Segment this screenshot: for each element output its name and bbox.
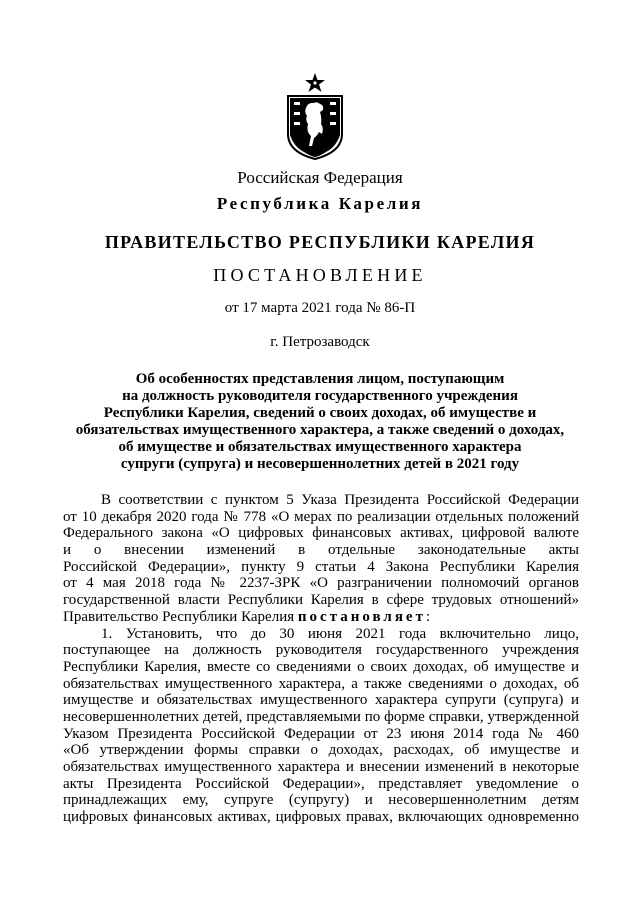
document-date-number: от 17 марта 2021 года № 86-П bbox=[224, 300, 416, 316]
body-line: Федерального закона «О цифровых финансовых активах, цифровой валюте bbox=[63, 525, 579, 542]
body-line: от 10 декабря 2020 года № 778 «О мерах по реализации отдельных положений bbox=[63, 508, 579, 525]
document-city: г. Петрозаводск bbox=[270, 334, 370, 350]
body-line: Российской Федерации», пункту 9 статьи 4 Закона Республики Карелия bbox=[63, 558, 579, 575]
body-line: поступающее на должность руководителя государственного учреждения bbox=[63, 642, 579, 659]
title-line: Республики Карелия, сведений о своих доходах, об имуществе и bbox=[103, 405, 537, 421]
title-line: Об особенностях представления лицом, поступающим bbox=[135, 371, 505, 387]
body-line: от 4 мая 2018 года № 2237-ЗРК «О разграничении полномочий органов bbox=[63, 575, 579, 592]
country-name: Российская Федерация bbox=[237, 168, 403, 187]
star-icon bbox=[305, 73, 325, 92]
body-line: принадлежащих ему, супруге (супругу) и несовершеннолетним детям bbox=[63, 792, 579, 809]
body-line: цифровых финансовых активах, цифровых правах, включающих одновременно bbox=[63, 809, 579, 826]
body-line: 1. Установить, что до 30 июня 2021 года включительно лицо, bbox=[101, 625, 579, 642]
body-line: акты Президента Российской Федерации», представляет уведомление о bbox=[63, 775, 579, 792]
body-line: имуществе и обязательствах имущественного характера супруги (супруга) и bbox=[63, 692, 579, 709]
decree-colon: : bbox=[425, 608, 431, 625]
title-line: об имуществе и обязательствах имущественного характера bbox=[118, 439, 522, 455]
republic-name: Республика Карелия bbox=[216, 194, 424, 213]
body-line: обязательствах имущественного характера, а также сведениями о доходах, об bbox=[63, 675, 579, 692]
body-line: и о внесении изменений в отдельные законодательные акты bbox=[63, 542, 579, 559]
decree-word: постановляет bbox=[297, 608, 426, 625]
body-line: государственной власти Республики Карелия в сфере трудовых отношений» bbox=[63, 592, 579, 609]
title-line: обязательствах имущественного характера, а также сведений о доходах, bbox=[75, 422, 565, 438]
body-line: несовершеннолетних детей, представляемыми по форме справки, утвержденной bbox=[63, 708, 579, 725]
body-line: обязательствах имущественного характера и внесении изменений в некоторые bbox=[63, 759, 579, 775]
title-line: на должность руководителя государственного учреждения bbox=[122, 388, 518, 404]
body-line: В соответствии с пунктом 5 Указа Президента Российской Федерации bbox=[101, 492, 579, 508]
document-body bbox=[63, 492, 579, 826]
body-line: Указом Президента Российской Федерации от 23 июня 2014 года № 460 bbox=[63, 725, 579, 742]
decree-subject: Правительство Республики Карелия bbox=[63, 608, 295, 625]
title-line: супруги (супруга) и несовершеннолетних детей в 2021 году bbox=[120, 456, 520, 472]
document-type: ПОСТАНОВЛЕНИЕ bbox=[213, 265, 427, 285]
coat-of-arms-emblem bbox=[284, 72, 346, 160]
body-line: Республики Карелия, вместе со сведениями о своих доходах, об имуществе и bbox=[63, 658, 579, 675]
body-line: «Об утверждении формы справки о доходах, расходах, об имуществе и bbox=[63, 742, 579, 759]
government-name: ПРАВИТЕЛЬСТВО РЕСПУБЛИКИ КАРЕЛИЯ bbox=[104, 232, 536, 252]
body-line-decree bbox=[63, 609, 579, 626]
